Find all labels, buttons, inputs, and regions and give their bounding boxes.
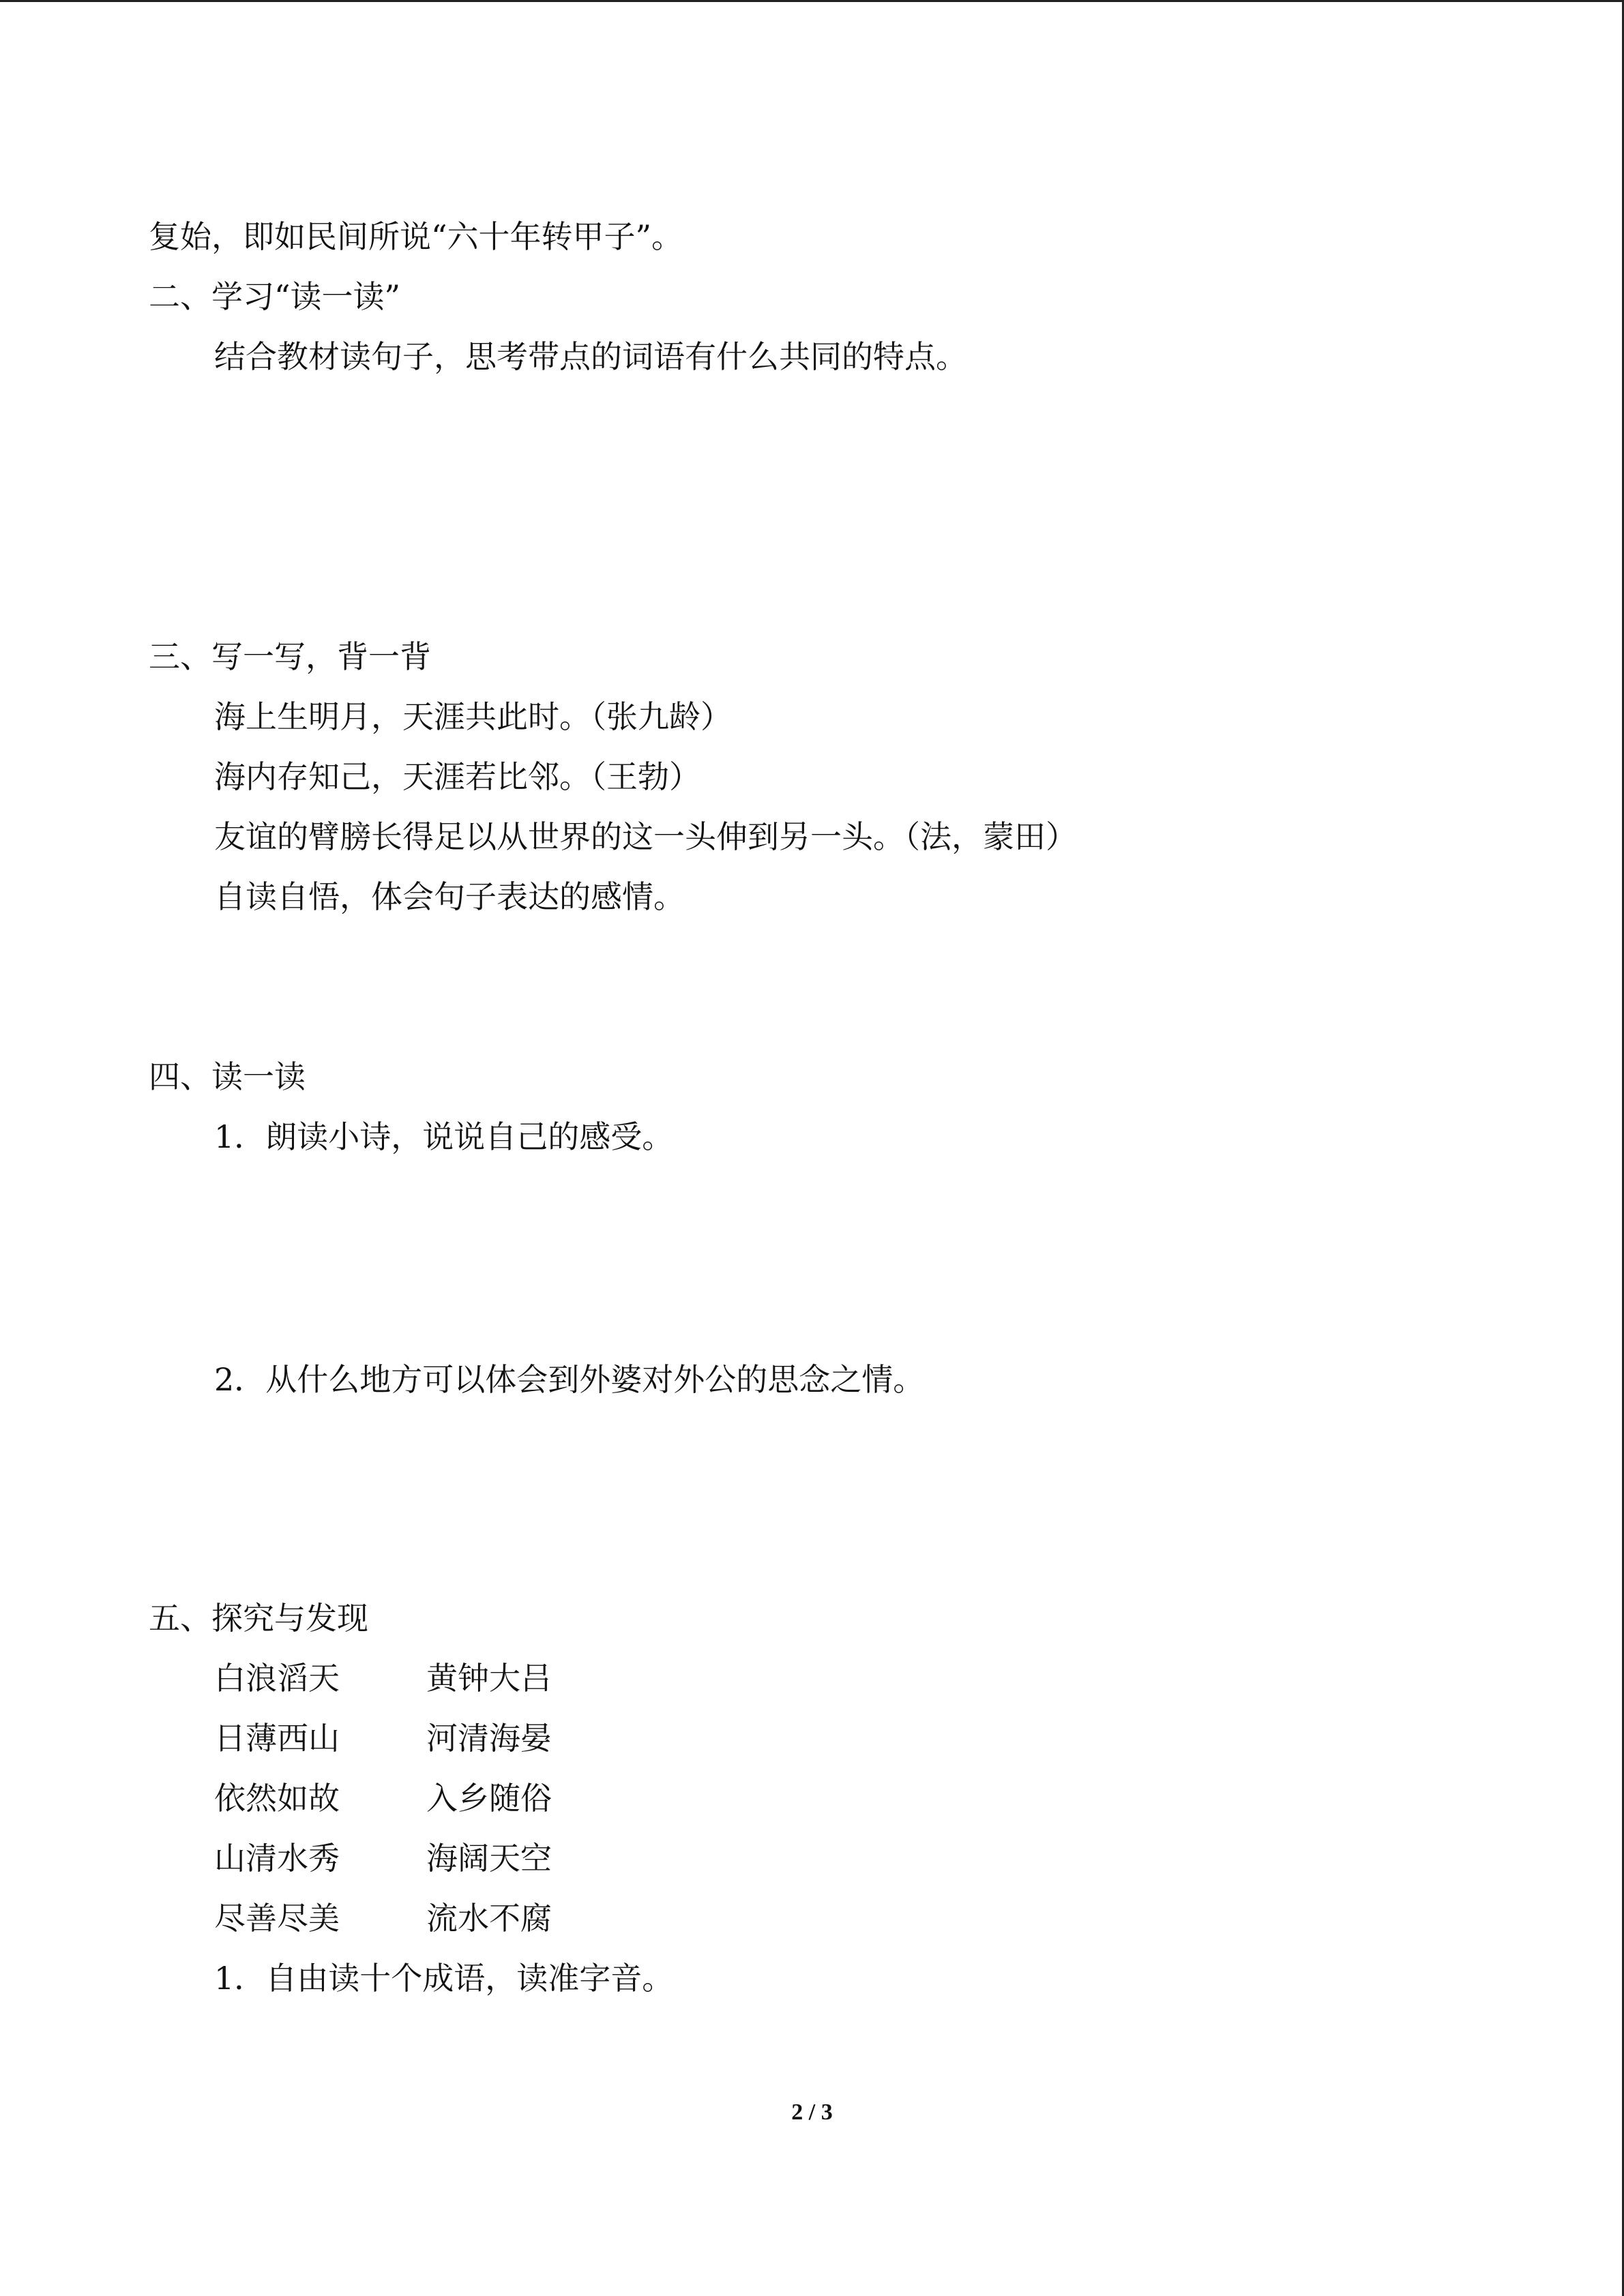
intro-text: 复始，即如民间所说“六十年转甲子”。 [149, 218, 683, 255]
section-4-question-2: 2．从什么地方可以体会到外婆对外公的思念之情。 [214, 1361, 925, 1398]
idiom: 白浪滔天 [214, 1660, 340, 1697]
section-3-instruction: 自读自悟，体会句子表达的感情。 [214, 878, 685, 915]
quote-montaigne: 友谊的臂膀长得足以从世界的这一头伸到另一头。（法，蒙田） [214, 818, 1077, 855]
quote-zhang-jiuling: 海上生明月，天涯共此时。（张九龄） [214, 698, 732, 735]
section-3-title: 三、写一写，背一背 [149, 638, 431, 675]
section-2-instruction: 结合教材读句子，思考带点的词语有什么共同的特点。 [214, 338, 967, 375]
idiom: 日薄西山 [214, 1720, 340, 1757]
idiom: 海阔天空 [426, 1840, 552, 1877]
idiom: 依然如故 [214, 1780, 340, 1817]
page-number: 2 / 3 [791, 2100, 833, 2125]
idiom: 入乡随俗 [426, 1780, 552, 1817]
section-2-title: 二、学习“读一读” [149, 278, 401, 315]
section-4-question-1: 1．朗读小诗，说说自己的感受。 [214, 1118, 674, 1155]
section-5-question-1: 1．自由读十个成语，读准字音。 [214, 1960, 674, 1997]
idiom: 山清水秀 [214, 1840, 340, 1877]
section-4-title: 四、读一读 [149, 1058, 306, 1095]
idiom: 流水不腐 [426, 1900, 552, 1937]
section-5-title: 五、探究与发现 [149, 1600, 368, 1637]
quote-wang-bo: 海内存知己，天涯若比邻。（王勃） [214, 758, 700, 795]
idiom: 尽善尽美 [214, 1900, 340, 1937]
idiom: 河清海晏 [426, 1720, 552, 1757]
idiom: 黄钟大吕 [426, 1660, 552, 1697]
